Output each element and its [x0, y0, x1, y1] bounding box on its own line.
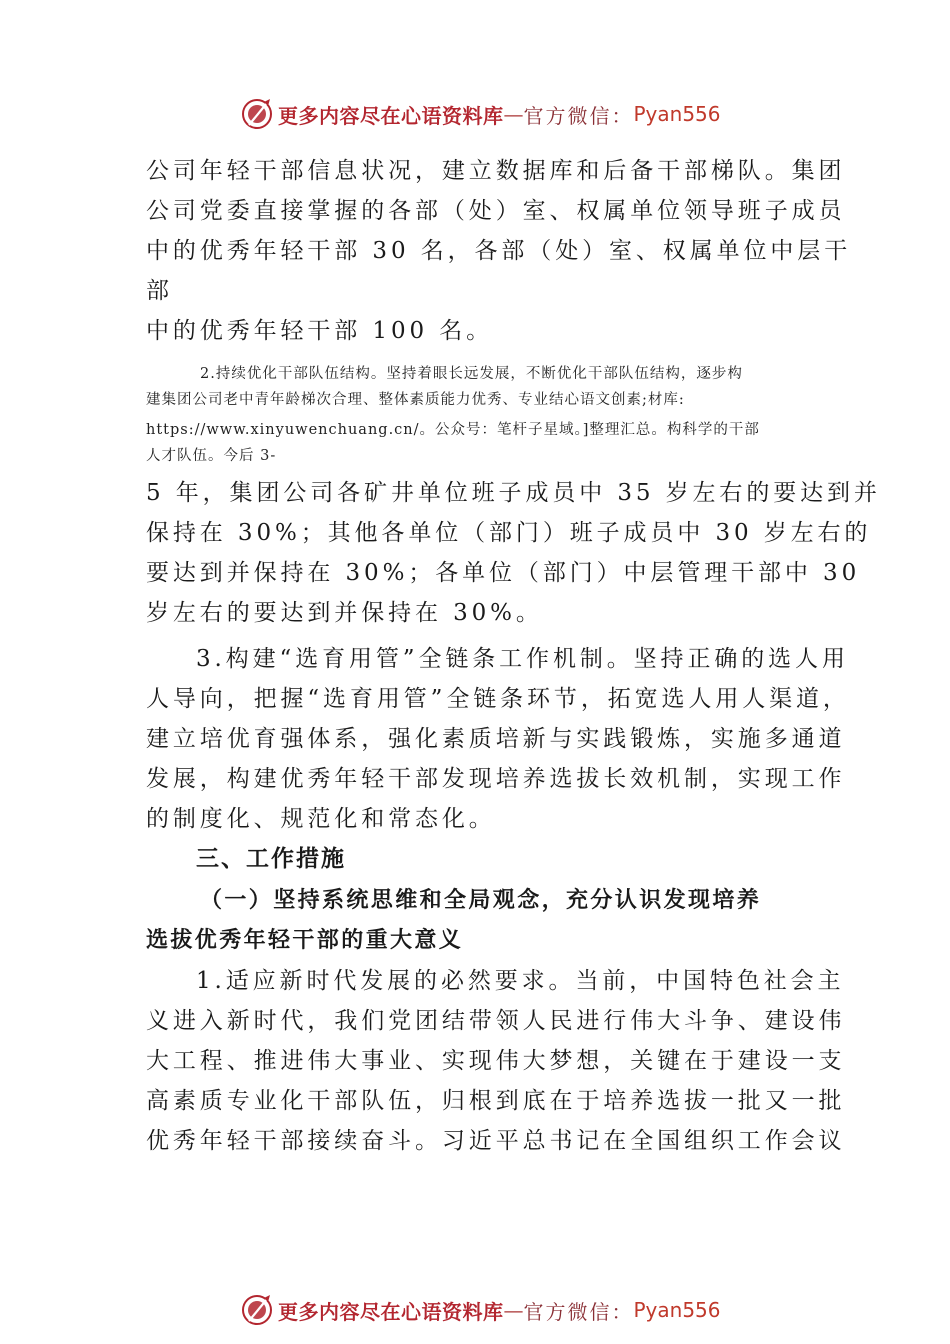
paragraph-1-line: 中的优秀年轻干部 30 名，各部（处）室、权属单位中层干	[146, 238, 852, 264]
paragraph-1-line: 公司年轻干部信息状况，建立数据库和后备干部梯队。集团	[146, 158, 846, 184]
footer-brand-text: 更多内容尽在心语资料库	[278, 1299, 504, 1324]
footer-wechat-label: 官方微信：	[523, 1299, 634, 1324]
paragraph-2-line: 要达到并保持在 30%；各单位（部门）中层管理干部中 30	[146, 560, 861, 586]
paragraph-4-line: 1.适应新时代发展的必然要求。当前，中国特色社会主	[196, 968, 845, 994]
pen-seal-logo-icon	[240, 1293, 274, 1327]
paragraph-2-line: 5 年，集团公司各矿井单位班子成员中 35 岁左右的要达到并	[146, 480, 881, 506]
paragraph-4-line: 优秀年轻干部接续奋斗。习近平总书记在全国组织工作会议	[146, 1128, 846, 1154]
paragraph-3-line: 人导向，把握“选育用管”全链条环节，拓宽选人用人渠道，	[146, 686, 850, 712]
paragraph-3-line: 发展，构建优秀年轻干部发现培养选拔长效机制，实现工作	[146, 766, 846, 792]
paragraph-2-small-line: 2.持续优化干部队伍结构。坚持着眼长远发展，不断优化干部队伍结构，逐步构	[200, 366, 743, 382]
header-wechat-label: 官方微信：	[523, 103, 634, 128]
header-banner	[0, 92, 950, 136]
paragraph-3-line: 的制度化、规范化和常态化。	[146, 806, 496, 832]
subsection-heading-line: （一）坚持系统思维和全局观念，充分认识发现培养	[200, 888, 762, 913]
paragraph-4-line: 高素质专业化干部队伍，归根到底在于培养选拔一批又一批	[146, 1088, 846, 1114]
footer-banner	[0, 1288, 950, 1332]
section-heading: 三、工作措施	[196, 846, 346, 872]
header-dash: —	[503, 102, 524, 126]
paragraph-2-small-line: 人才队伍。今后 3-	[146, 448, 277, 464]
footer-dash: —	[503, 1298, 524, 1322]
footer-wechat-id: Pyan556	[633, 1298, 721, 1322]
paragraph-3-line: 建立培优育强体系，强化素质培新与实践锻炼，实施多通道	[146, 726, 846, 752]
pen-seal-logo-icon	[240, 97, 274, 131]
header-wechat-id: Pyan556	[633, 102, 721, 126]
paragraph-4-line: 大工程、推进伟大事业、实现伟大梦想，关键在于建设一支	[146, 1048, 846, 1074]
paragraph-1-line: 公司党委直接掌握的各部（处）室、权属单位领导班子成员	[146, 198, 846, 224]
paragraph-1-line: 部	[146, 278, 173, 304]
paragraph-2-line: 保持在 30%；其他各单位（部门）班子成员中 30 岁左右的	[146, 520, 872, 546]
subsection-heading-line: 选拔优秀年轻干部的重大意义	[146, 928, 464, 953]
paragraph-1-line: 中的优秀年轻干部 100 名。	[146, 318, 494, 344]
paragraph-2-line: 岁左右的要达到并保持在 30%。	[146, 600, 543, 626]
paragraph-4-line: 义进入新时代，我们党团结带领人民进行伟大斗争、建设伟	[146, 1008, 846, 1034]
header-brand-text: 更多内容尽在心语资料库	[278, 103, 504, 128]
paragraph-3-line: 3.构建“选育用管”全链条工作机制。坚持正确的选人用	[196, 646, 849, 672]
paragraph-2-small-line: 建集团公司老中青年龄梯次合理、整体素质能力优秀、专业结心语文创素;材库:	[146, 392, 685, 408]
paragraph-2-small-line: https://www.xinyuwenchuang.cn/。公众号：笔杆子星域。]整理汇总。构科学的干部	[146, 422, 760, 438]
